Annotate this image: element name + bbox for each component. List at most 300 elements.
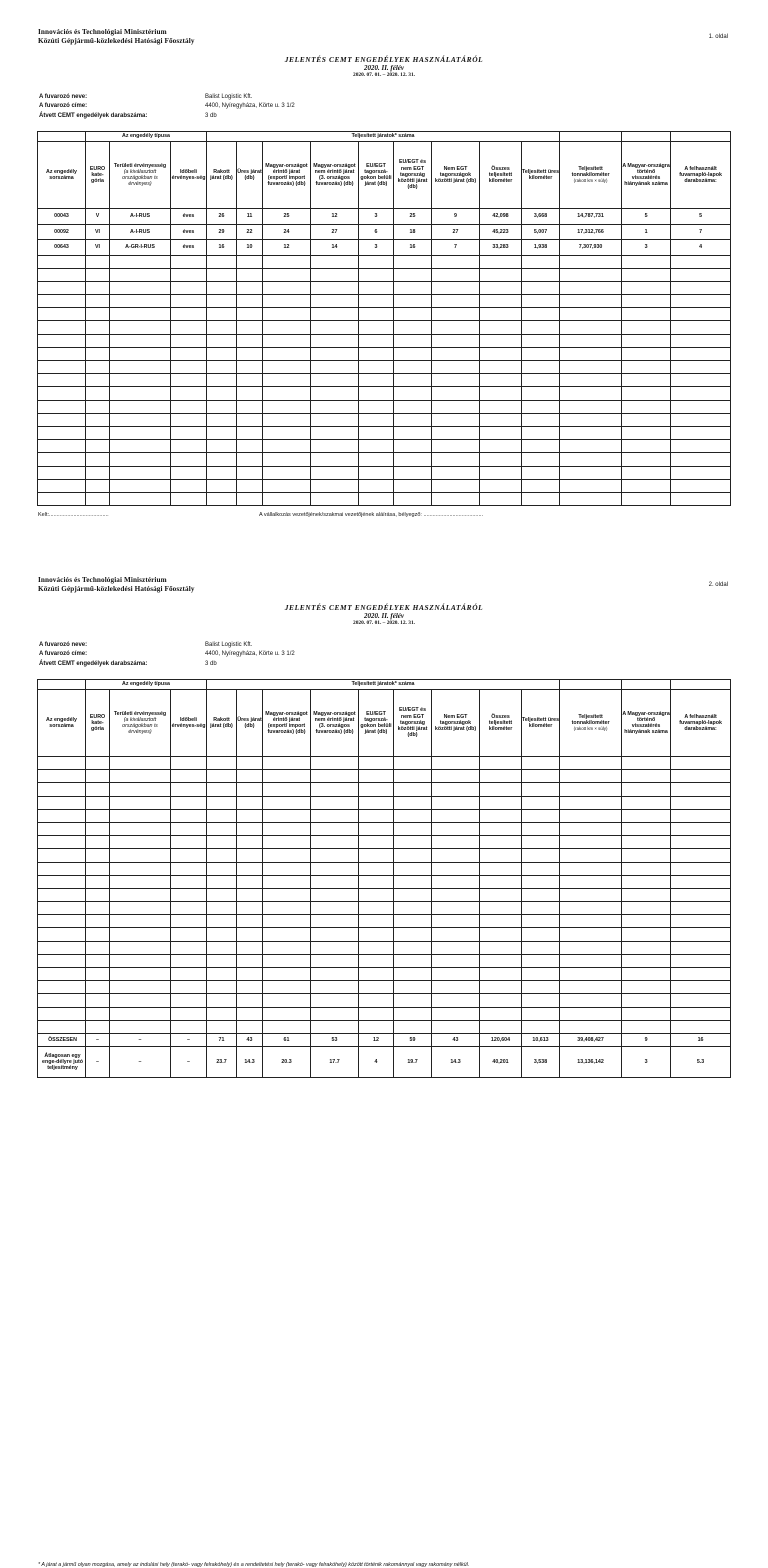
empty-row (38, 466, 731, 479)
empty-row (38, 347, 731, 360)
table-cell (622, 796, 671, 809)
table-cell (622, 954, 671, 967)
table-cell (237, 387, 263, 400)
signature-line: A vállalkozás vezetőjének/szakmai vezetőjének aláírása, bélyegző: ....................................... (259, 512, 484, 518)
col-eu-non-egt: EU/EGT és nem EGT tagország közötti járat (db) (394, 690, 432, 757)
table-cell (171, 347, 207, 360)
table-cell (480, 334, 522, 347)
table-cell (263, 321, 311, 334)
empty-row (38, 862, 731, 875)
table-cell (237, 1007, 263, 1020)
table-cell (560, 770, 622, 783)
table-cell (522, 281, 560, 294)
table-cell: – (171, 1046, 207, 1077)
table-cell (432, 453, 480, 466)
table-cell (311, 809, 359, 822)
table-cell (86, 954, 110, 967)
table-cell (263, 941, 311, 954)
table-cell (522, 968, 560, 981)
table-cell (622, 836, 671, 849)
table-cell (263, 361, 311, 374)
table-cell (86, 440, 110, 453)
table-cell (38, 1007, 86, 1020)
empty-row (38, 796, 731, 809)
table-cell (480, 281, 522, 294)
table-cell (622, 862, 671, 875)
table-cell: 9 (622, 1033, 671, 1046)
table-cell (622, 783, 671, 796)
table-cell: 27 (432, 224, 480, 240)
table-cell (86, 347, 110, 360)
table-cell (394, 915, 432, 928)
table-cell (207, 875, 237, 888)
table-cell (394, 888, 432, 901)
table-cell: 13,136,142 (560, 1046, 622, 1077)
table-cell (622, 479, 671, 492)
table-cell (38, 862, 86, 875)
table-cell (86, 268, 110, 281)
table-cell (480, 849, 522, 862)
col-total-km: Összes teljesített kilométer (480, 690, 522, 757)
carrier-address-label: A fuvarozó címe: (39, 651, 88, 657)
table-cell (263, 453, 311, 466)
table-cell (671, 334, 731, 347)
empty-row (38, 757, 731, 770)
table-cell (394, 968, 432, 981)
table-cell (359, 387, 394, 400)
table-cell (237, 361, 263, 374)
table-cell (480, 268, 522, 281)
table-cell (207, 757, 237, 770)
table-cell (671, 466, 731, 479)
table-cell (394, 281, 432, 294)
table-cell (359, 1020, 394, 1033)
table-cell (432, 400, 480, 413)
table-cell (560, 1020, 622, 1033)
table-cell (311, 783, 359, 796)
table-cell (110, 334, 171, 347)
table-cell (171, 941, 207, 954)
table-cell (263, 994, 311, 1007)
table-cell: 24 (263, 224, 311, 240)
table-cell: 17.7 (311, 1046, 359, 1077)
table-cell (38, 492, 86, 505)
table-cell (394, 822, 432, 835)
table-cell (394, 757, 432, 770)
col-time-validity: Időbeli érvényes-ség (171, 142, 207, 209)
table-cell (86, 809, 110, 822)
table-cell (522, 268, 560, 281)
table-cell (110, 902, 171, 915)
table-cell (263, 796, 311, 809)
table-cell (311, 400, 359, 413)
table-cell (110, 347, 171, 360)
table-cell (38, 981, 86, 994)
table-cell (560, 466, 622, 479)
table-cell (86, 1020, 110, 1033)
table-cell (560, 426, 622, 439)
table-cell (394, 268, 432, 281)
table-cell (38, 295, 86, 308)
table-cell (263, 387, 311, 400)
table-cell (522, 255, 560, 268)
table-cell: 22 (237, 224, 263, 240)
table-cell (86, 413, 110, 426)
table-cell (171, 757, 207, 770)
col-eu-internal: EU/EGT tagorszá-gokon belüli járat (db) (359, 690, 394, 757)
empty-row (38, 479, 731, 492)
table-cell (522, 400, 560, 413)
table-cell (359, 453, 394, 466)
table-cell (432, 981, 480, 994)
table-cell (263, 928, 311, 941)
table-cell: 61 (263, 1033, 311, 1046)
table-cell (110, 757, 171, 770)
table-cell: 27 (311, 224, 359, 240)
table-cell (171, 928, 207, 941)
table-cell (171, 862, 207, 875)
table-cell (38, 928, 86, 941)
table-cell (394, 387, 432, 400)
table-cell (207, 822, 237, 835)
table-cell (207, 770, 237, 783)
table-cell (432, 361, 480, 374)
table-cell (263, 968, 311, 981)
table-cell (311, 281, 359, 294)
carrier-address-value: 4400, Nyíregyháza, Körte u. 3 1/2 (205, 103, 295, 109)
table-cell (110, 374, 171, 387)
table-cell (394, 1020, 432, 1033)
table-cell (432, 875, 480, 888)
table-cell (171, 875, 207, 888)
table-cell (359, 413, 394, 426)
empty-row (38, 822, 731, 835)
table-cell (171, 281, 207, 294)
table-cell: 5 (671, 209, 731, 225)
table-cell (38, 400, 86, 413)
table-cell (560, 928, 622, 941)
table-cell (432, 968, 480, 981)
table-cell (171, 783, 207, 796)
table-cell (237, 954, 263, 967)
table-cell (110, 281, 171, 294)
table-cell (622, 757, 671, 770)
table-cell (560, 836, 622, 849)
table-cell: V (86, 209, 110, 225)
table-cell (480, 770, 522, 783)
empty-row (38, 809, 731, 822)
table-cell (432, 426, 480, 439)
table-cell (359, 783, 394, 796)
table-cell (359, 888, 394, 901)
table-cell (359, 770, 394, 783)
table-cell (622, 902, 671, 915)
table-cell (671, 426, 731, 439)
table-cell (38, 1020, 86, 1033)
table-cell (622, 1007, 671, 1020)
table-cell (394, 361, 432, 374)
table-cell (359, 440, 394, 453)
table-cell (622, 941, 671, 954)
table-cell (359, 849, 394, 862)
table-cell: 3 (622, 240, 671, 256)
table-cell (622, 308, 671, 321)
table-cell (237, 915, 263, 928)
table-cell (38, 809, 86, 822)
table-cell (432, 822, 480, 835)
table-cell (237, 466, 263, 479)
table-cell (671, 374, 731, 387)
empty-row (38, 268, 731, 281)
table-cell (522, 413, 560, 426)
table-cell (480, 295, 522, 308)
table-cell: éves (171, 224, 207, 240)
col-euro: EURO kate-gória (86, 142, 110, 209)
table-cell (394, 426, 432, 439)
table-cell (359, 321, 394, 334)
table-cell (38, 888, 86, 901)
carrier-name-label: A fuvarozó neve: (39, 94, 88, 100)
table-cell (432, 334, 480, 347)
table-cell (671, 809, 731, 822)
empty-row (38, 334, 731, 347)
table-cell (432, 295, 480, 308)
table-cell (560, 941, 622, 954)
empty-row (38, 849, 731, 862)
table-cell (560, 981, 622, 994)
table-cell (432, 941, 480, 954)
permits-count-value: 3 db (205, 113, 217, 119)
table-cell (432, 374, 480, 387)
table-cell (311, 321, 359, 334)
table-cell (622, 849, 671, 862)
col-hu-touching: Magyar-országot érintő járat (export/ import fuvarozás) (db) (263, 142, 311, 209)
table-cell (237, 809, 263, 822)
table-cell (110, 255, 171, 268)
table-cell (207, 361, 237, 374)
table-cell (522, 981, 560, 994)
col-loaded: Rakott járat (db) (207, 142, 237, 209)
table-cell (86, 308, 110, 321)
table-cell (622, 281, 671, 294)
table-cell (207, 888, 237, 901)
table-cell (480, 968, 522, 981)
table-cell (432, 479, 480, 492)
table-cell (311, 994, 359, 1007)
table-cell: 5.3 (671, 1046, 731, 1077)
table-cell (86, 295, 110, 308)
table-cell (394, 796, 432, 809)
table-cell: 45,223 (480, 224, 522, 240)
table-cell (432, 849, 480, 862)
table-cell (394, 321, 432, 334)
table-cell (671, 796, 731, 809)
table-cell (110, 492, 171, 505)
table-cell (480, 809, 522, 822)
report-period: 2020. II. félév (363, 64, 405, 72)
table-cell (171, 849, 207, 862)
table-cell (263, 334, 311, 347)
table-cell (237, 374, 263, 387)
table-cell (671, 295, 731, 308)
table-cell (394, 862, 432, 875)
table-cell (171, 492, 207, 505)
table-cell (622, 347, 671, 360)
carrier-address-label: A fuvarozó címe: (39, 103, 88, 109)
table-cell (38, 374, 86, 387)
table-cell (432, 809, 480, 822)
table-cell (359, 875, 394, 888)
table-cell (432, 783, 480, 796)
table-cell (432, 281, 480, 294)
table-cell (560, 888, 622, 901)
table-cell (38, 954, 86, 967)
table-cell (237, 321, 263, 334)
table-cell (171, 440, 207, 453)
table-cell: 3 (622, 1046, 671, 1077)
table-cell: 29 (207, 224, 237, 240)
table-cell (38, 361, 86, 374)
table-cell (560, 796, 622, 809)
group-permit-type: Az engedély típusa (86, 680, 207, 690)
table-cell (622, 928, 671, 941)
table-cell: 43 (432, 1033, 480, 1046)
empty-row (38, 770, 731, 783)
table-cell (522, 822, 560, 835)
table-cell: 12 (311, 209, 359, 225)
table-cell (432, 915, 480, 928)
table-cell (263, 492, 311, 505)
table-cell (86, 875, 110, 888)
table-cell (237, 268, 263, 281)
table-cell (263, 770, 311, 783)
table-cell (237, 479, 263, 492)
table-cell (237, 281, 263, 294)
table-cell (560, 968, 622, 981)
table-cell (522, 1007, 560, 1020)
table-cell (38, 822, 86, 835)
table-cell (671, 822, 731, 835)
col-logbook-sheets: A felhasznált fuvarnapló-lapok darabszáma: (671, 690, 731, 757)
table-cell (560, 281, 622, 294)
table-cell (560, 479, 622, 492)
table-cell (207, 902, 237, 915)
table-cell (522, 347, 560, 360)
table-cell: A-GR-I-RUS (110, 240, 171, 256)
table-cell (622, 822, 671, 835)
table-cell (522, 387, 560, 400)
table-cell (671, 361, 731, 374)
empty-row (38, 994, 731, 1007)
table-cell (110, 875, 171, 888)
table-cell (480, 888, 522, 901)
table-cell (311, 387, 359, 400)
table-cell (237, 875, 263, 888)
table-cell (237, 902, 263, 915)
table-cell (263, 466, 311, 479)
table-cell (394, 875, 432, 888)
col-non-egt: Nem EGT tagországok közötti járat (db) (432, 690, 480, 757)
table-cell (671, 770, 731, 783)
table-cell (522, 466, 560, 479)
table-cell: 1,938 (522, 240, 560, 256)
col-territorial: Területi érvényesség (a kiválasztott országokban is érvényes) (110, 690, 171, 757)
table-cell (622, 400, 671, 413)
empty-row (38, 1007, 731, 1020)
table-cell (207, 783, 237, 796)
table-cell (207, 347, 237, 360)
table-cell (110, 822, 171, 835)
table-cell (263, 849, 311, 862)
table-cell (237, 308, 263, 321)
table-cell (263, 1007, 311, 1020)
empty-row (38, 928, 731, 941)
table-cell (432, 796, 480, 809)
table-cell (311, 836, 359, 849)
table-cell (394, 981, 432, 994)
table-cell (38, 413, 86, 426)
table-cell (622, 915, 671, 928)
table-cell (522, 440, 560, 453)
table-cell (622, 374, 671, 387)
table-row (38, 209, 731, 225)
table-cell (394, 836, 432, 849)
table-cell (359, 426, 394, 439)
table-cell (171, 295, 207, 308)
table-cell (110, 981, 171, 994)
table-cell (359, 862, 394, 875)
table-cell (560, 1007, 622, 1020)
table-cell (110, 1020, 171, 1033)
carrier-address-value: 4400, Nyíregyháza, Körte u. 3 1/2 (205, 651, 295, 657)
table-cell (237, 928, 263, 941)
table-cell (237, 334, 263, 347)
table-cell: éves (171, 209, 207, 225)
table-cell (311, 426, 359, 439)
table-cell: 26 (207, 209, 237, 225)
report-title: JELENTÉS CEMT ENGEDÉLYEK HASZNÁLATÁRÓL (284, 603, 484, 612)
table-cell (237, 413, 263, 426)
table-cell (560, 954, 622, 967)
table-cell (480, 902, 522, 915)
table-cell (171, 387, 207, 400)
group-completed-trips: Teljesített járatok* száma (207, 132, 560, 142)
table-cell (622, 426, 671, 439)
table-cell (671, 941, 731, 954)
table-cell: 23.7 (207, 1046, 237, 1077)
col-hu-not-touching: Magyar-országot nem érintő járat (3. országos fuvarozás) (db) (311, 690, 359, 757)
table-cell (432, 321, 480, 334)
permits-count-value: 3 db (205, 661, 217, 667)
table-cell (171, 1020, 207, 1033)
table-cell: 18 (394, 224, 432, 240)
table-cell (622, 440, 671, 453)
table-cell (110, 413, 171, 426)
table-cell (110, 849, 171, 862)
table-cell: 14.3 (432, 1046, 480, 1077)
table-cell (86, 426, 110, 439)
table-cell (432, 255, 480, 268)
table-cell (38, 479, 86, 492)
col-return-missing: A Magyar-országra történő visszatérés hiányának száma (622, 690, 671, 757)
table-cell: 40,201 (480, 1046, 522, 1077)
col-total-km: Összes teljesített kilométer (480, 142, 522, 209)
table-cell (432, 1007, 480, 1020)
table-cell (560, 915, 622, 928)
table-cell (207, 862, 237, 875)
table-cell (86, 1007, 110, 1020)
table-cell (480, 440, 522, 453)
